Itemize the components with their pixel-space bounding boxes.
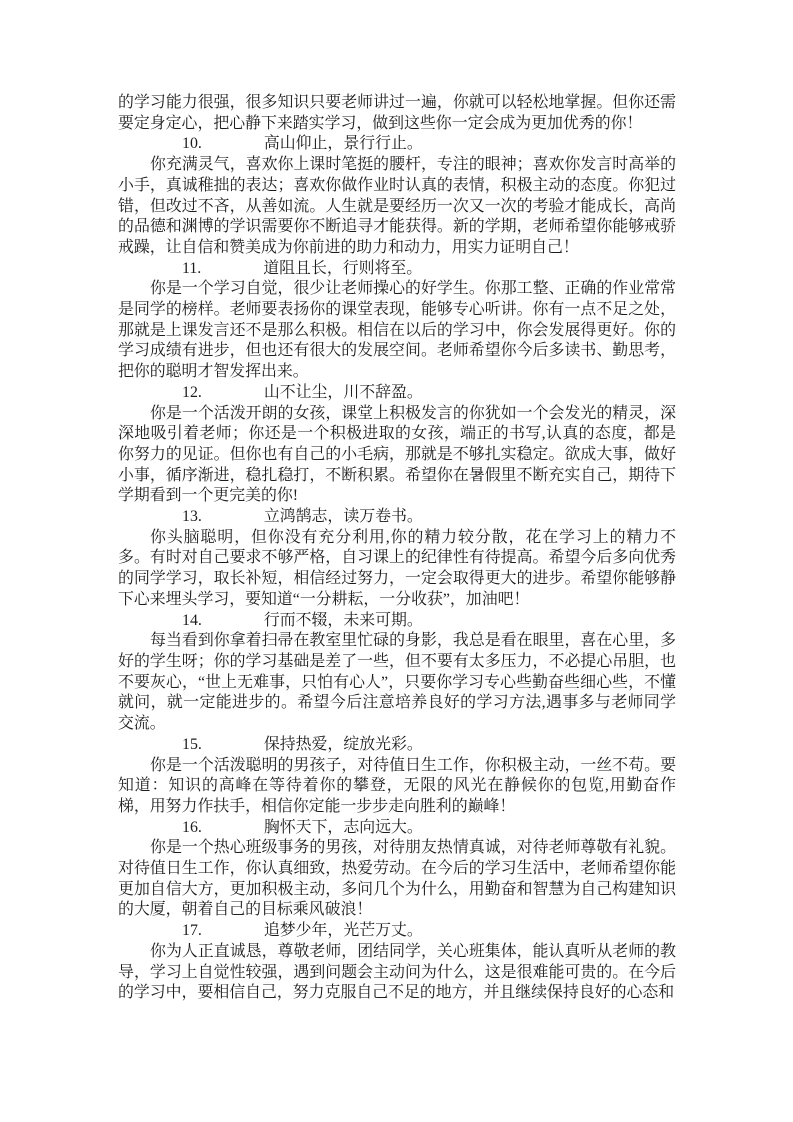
comment-entry-14 [118,611,676,735]
comment-entry-12 [118,383,676,507]
entry-title: 立鸿鹄志，读万卷书。 [263,508,423,526]
comment-entry-10 [118,134,676,258]
entry-title: 追梦少年，光芒万丈。 [263,922,423,940]
comment-entry-16 [118,818,676,922]
entry-heading [118,259,676,280]
paragraph-continuation: 的学习能力很强，很多知识只要老师讲过一遍，你就可以轻松地掌握。但你还需要定身定心，把心静下来踏实学习，做到这些你一定会成为更加优秀的你！ [118,94,676,132]
entry-body: 你充满灵气，喜欢你上课时笔挺的腰杆，专注的眼神；喜欢你发言时高举的小手，真诚稚拙的表达；喜欢你做作业时认真的表情，积极主动的态度。你犯过错，但改过不吝，从善如流。人生就是要经历一次又一次的考验才能成长，高尚的品德和渊博的学识需要你不断追寻才能获得。新的学期，老师希望你能够戒骄戒躁，让自信和赞美成为你前进的助力和动力，用实力证明自己！ [118,156,676,256]
entry-body: 你是一个学习自觉，很少让老师操心的好学生。你那工整、正确的作业常常是同学的榜样。老师要表扬你的课堂表现，能够专心听讲。你有一点不足之处，那就是上课发言还不是那么积极。相信在以后的学习中，你会发展得更好。你的学习成绩有进步，但也还有很大的发展空间。老师希望你今后多读书、勤思考，把你的聪明才智发挥出来。 [118,280,676,381]
entry-number: 16. [182,818,202,836]
entry-heading [118,921,676,942]
entry-number: 10. [182,135,202,153]
entry-body: 你为人正直诚恳，尊敬老师，团结同学，关心班集体，能认真听从老师的教导，学习上自觉性较强，遇到问题会主动问为什么，这是很难能可贵的。在今后的学习中，要相信自己，努力克服自己不足的地方，并且继续保持良好的心态和 [118,942,676,1002]
entry-number: 14. [182,611,202,629]
entry-body: 你是一个热心班级事务的男孩，对待朋友热情真诚，对待老师尊敬有礼貌。对待值日生工作，你认真细致，热爱劳动。在今后的学习生活中，老师希望你能更加自信大方，更加积极主动，多问几个为什么，用勤奋和智慧为自己构建知识的大厦，朝着自己的目标乘风破浪！ [118,839,676,919]
entry-title: 行而不辍，未来可期。 [263,611,423,629]
entry-title: 胸怀天下，志向远大。 [263,818,423,836]
entry-body: 你是一个活泼开朗的女孩，课堂上积极发言的你犹如一个会发光的精灵，深深地吸引着老师；你还是一个积极进取的女孩，端正的书写,认真的态度，都是你努力的见证。但你也有自己的小毛病，那就是不够扎实稳定。欲成大事，做好小事，循序渐进，稳扎稳打，不断积累。希望你在暑假里不断充实自己，期待下学期看到一个更完美的你! [118,404,676,505]
entry-heading [118,507,676,528]
entry-title: 高山仰止，景行行止。 [263,135,423,153]
entry-number: 17. [182,922,202,940]
entry-number: 13. [182,508,202,526]
entry-heading [118,383,676,404]
entry-number: 12. [182,383,202,401]
comment-entry-15 [118,735,676,818]
entry-title: 山不让尘，川不辞盈。 [263,383,423,401]
entry-body: 你是一个活泼聪明的男孩子，对待值日生工作，你积极主动，一丝不苟。要知道：知识的高峰在等待着你的攀登，无限的风光在静候你的包览,用勤奋作梯，用努力作扶手，相信你定能一步步走向胜利的巅峰！ [118,756,676,815]
entry-number: 11. [182,259,202,277]
entry-number: 15. [182,735,202,753]
comment-entry-11 [118,259,676,383]
entry-heading [118,611,676,632]
entry-heading [118,134,676,155]
entry-heading [118,735,676,756]
entry-title: 道阻且长，行则将至。 [263,259,423,277]
entry-heading [118,818,676,839]
comment-entry-13 [118,507,676,611]
entry-title: 保持热爱，绽放光彩。 [263,735,423,753]
comment-entry-17 [118,921,676,1004]
entry-body: 每当看到你拿着扫帚在教室里忙碌的身影，我总是看在眼里，喜在心里，多好的学生呀；你的学习基础是差了一些，但不要有太多压力，不必提心吊胆，也不要灰心，“世上无难事，只怕有心人”，只要你学习专心些勤奋些细心些，不懂就问，就一定能进步的。希望今后注意培养良好的学习方法,遇事多与老师同学交流。 [118,632,676,733]
entry-body: 你头脑聪明，但你没有充分利用,你的精力较分散，花在学习上的精力不多。有时对自己要求不够严格，自习课上的纪律性有待提高。希望今后多向优秀的同学学习，取长补短，相信经过努力，一定会取得更大的进步。希望你能够静下心来埋头学习，要知道“一分耕耘，一分收获”，加油吧！ [118,528,676,608]
text-block [118,93,676,1004]
